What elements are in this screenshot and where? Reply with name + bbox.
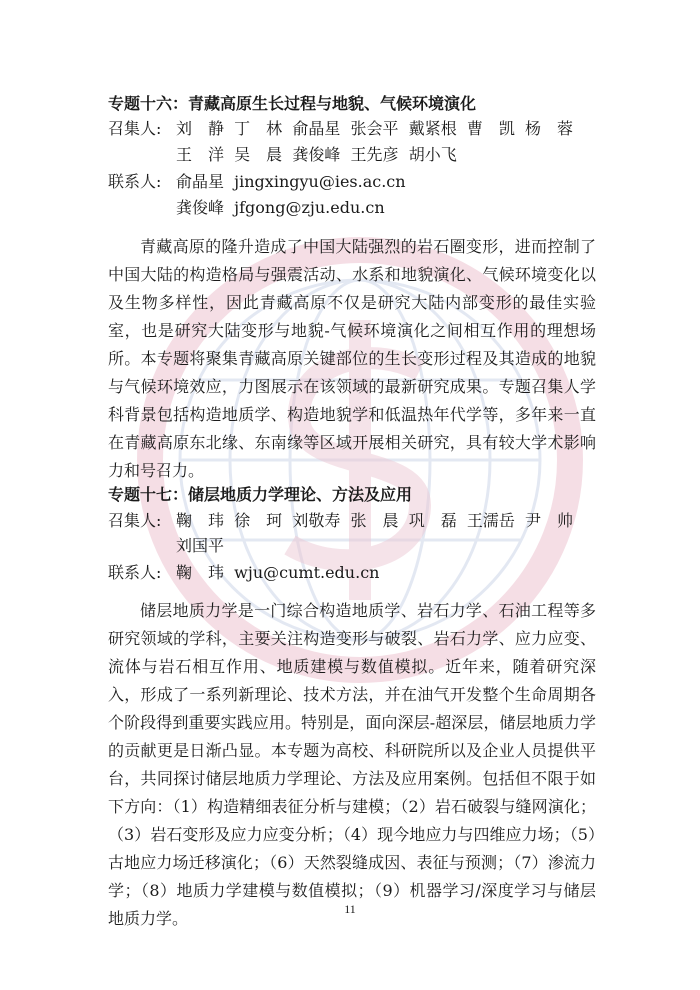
section-17-conveners-line2: 刘国平 (176, 536, 225, 555)
contact-label: 联系人: (108, 172, 162, 191)
section-16-contact-line1: 俞晶星 jingxingyu@ies.ac.cn (176, 172, 406, 191)
section-16-contact-line2: 龚俊峰 jfgong@zju.edu.cn (176, 198, 385, 217)
contact-label: 联系人: (108, 563, 162, 582)
section-16-conveners-row (108, 118, 573, 140)
section-17-conveners-row (108, 510, 573, 532)
page-number: 11 (344, 902, 356, 916)
section-16-title: 专题十六：青藏高原生长过程与地貌、气候环境演化 (108, 94, 477, 113)
section-17-body: 储层地质力学是一门综合构造地质学、岩石力学、石油工程等多研究领域的学科，主要关注构造变形与破裂、岩石力学、应力应变、流体与岩石相互作用、地质建模与数值模拟。近年来，随着研究深入，形成了一系列新理论、技术方法，并在油气开发整个生命周期各个阶段得到重要实践应用。特别是，面向深层-超深层，储层地质力学的贡献更是日渐凸显。本专题为高校、科研院所以及企业人员提供平台，共同探讨储层地质力学理论、方法及应用案例。包括但不限于如下方向：（1）构造精细表征分析与建模；（2）岩石破裂与缝网演化；（3）岩石变形及应力应变分析；（4）现今地应力与四维应力场；（5）古地应力场迁移演化；（6）天然裂缝成因、表征与预测；（7）渗流力学；（8）地质力学建模与数值模拟；（9）机器学习/深度学习与储层地质力学。 (108, 601, 596, 928)
section-17-contact-row (108, 562, 379, 584)
conveners-label: 召集人: (108, 511, 162, 530)
section-16-contact-row (108, 171, 406, 193)
section-16-conveners-line2: 王 洋 吴 晨 龚俊峰 王先彦 胡小飞 (176, 145, 457, 164)
section-16-body: 青藏高原的隆升造成了中国大陆强烈的岩石圈变形，进而控制了中国大陆的构造格局与强震活动、水系和地貌演化、气候环境变化以及生物多样性，因此青藏高原不仅是研究大陆内部变形的最佳实验室，也是研究大陆变形与地貌-气候环境演化之间相互作用的理想场所。本专题将聚集青藏高原关键部位的生长变形过程及其造成的地貌与气候环境效应，力图展示在该领域的最新研究成果。专题召集人学科背景包括构造地质学、构造地貌学和低温热年代学等，多年来一直在青藏高原东北缘、东南缘等区域开展相关研究，具有较大学术影响力和号召力。 (108, 237, 596, 480)
section-16-conveners-line1: 刘 静 丁 林 俞晶星 张会平 戴紧根 曹 凯 杨 蓉 (176, 119, 574, 138)
section-17-conveners-line1: 鞠 玮 徐 珂 刘敬寿 张 晨 巩 磊 王濡岳 尹 帅 (176, 511, 574, 530)
conveners-label: 召集人: (108, 119, 162, 138)
section-17-title: 专题十七：储层地质力学理论、方法及应用 (108, 485, 413, 504)
section-17-contact-line1: 鞠 玮 wju@cumt.edu.cn (176, 563, 380, 582)
